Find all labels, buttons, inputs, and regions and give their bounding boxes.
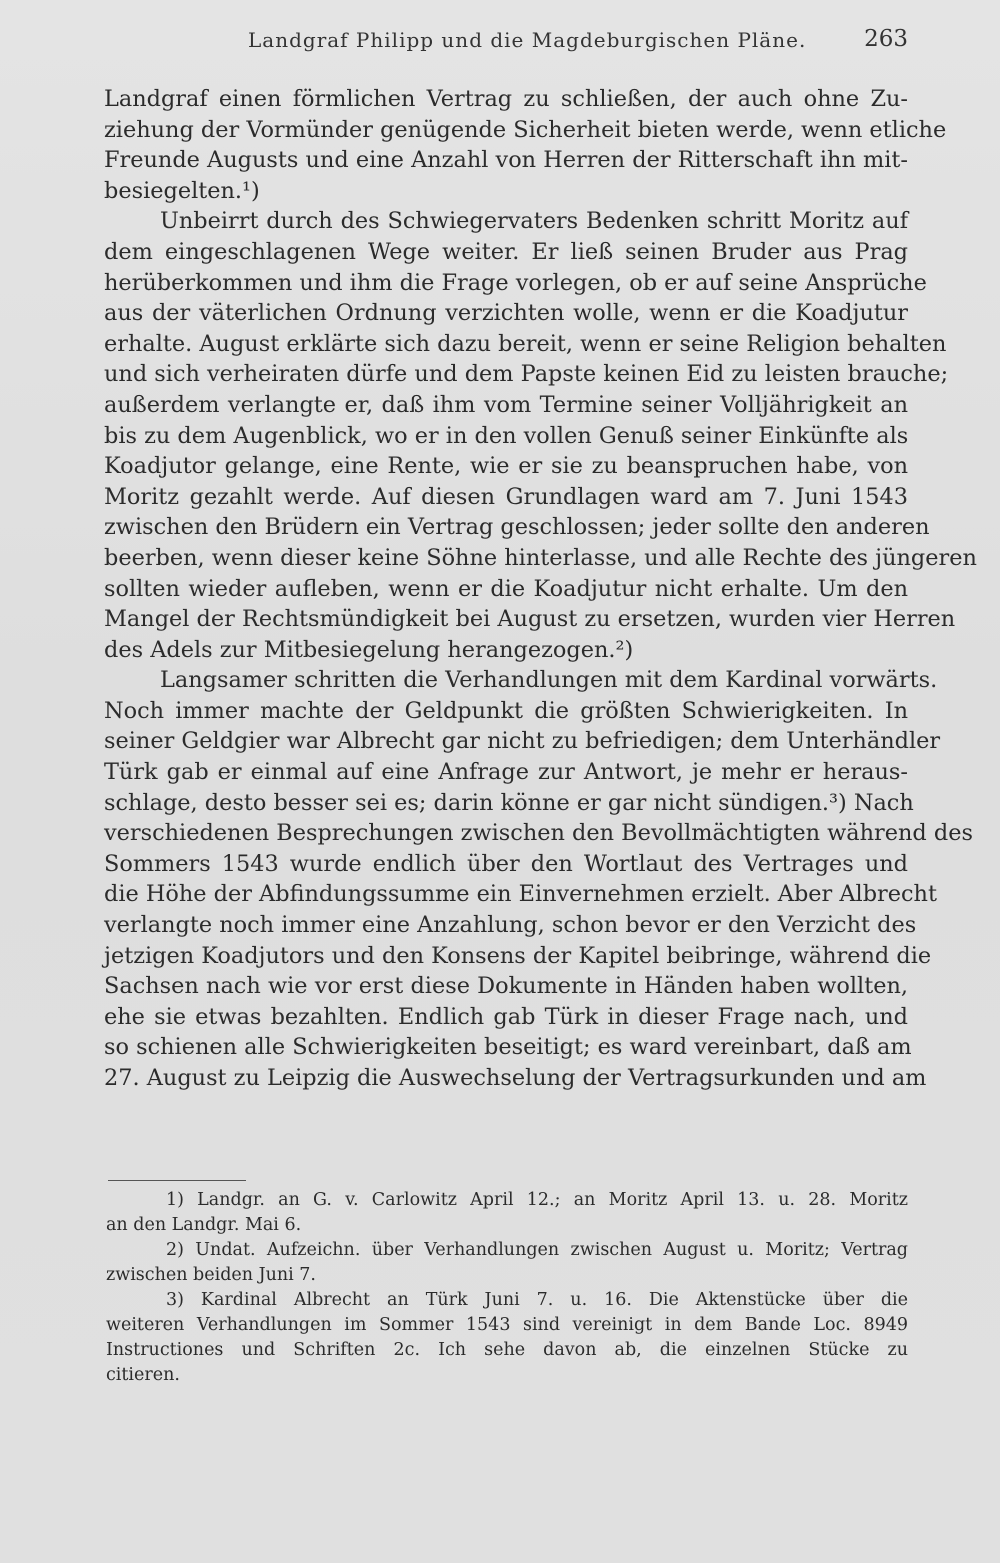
text-line: jetzigen Koadjutors und den Konsens der Kapitel beibringe, während die	[104, 942, 932, 969]
text-line: 27. August zu Leipzig die Auswechselung der Vertragsurkunden und am	[104, 1065, 927, 1091]
text-line: aus der väterlichen Ordnung verzichten wolle, wenn er die Koadjutur	[104, 300, 908, 327]
page-number: 263	[864, 26, 908, 52]
text-line: Landgraf einen förmlichen Vertrag zu schließen, der auch ohne Zu-	[104, 86, 908, 112]
text-line: besiegelten.¹)	[104, 177, 260, 204]
text-line: seiner Geldgier war Albrecht gar nicht zu befriedigen; dem Unterhändler	[104, 728, 941, 755]
footnote-line: an den Landgr. Mai 6.	[106, 1215, 302, 1235]
text-line: ziehung der Vormünder genügende Sicherheit bieten werde, wenn etliche	[104, 116, 947, 143]
text-line: außerdem verlangte er, daß ihm vom Termine seiner Volljährigkeit an	[104, 391, 908, 418]
body-text	[104, 84, 977, 1094]
text-line: Freunde Augusts und eine Anzahl von Herren der Ritterschaft ihn mit-	[104, 147, 908, 174]
running-title: Landgraf Philipp und die Magdeburgischen Pläne.	[248, 28, 807, 52]
text-line: Mangel der Rechtsmündigkeit bei August zu ersetzen, wurden vier Herren	[104, 606, 956, 633]
text-line: bis zu dem Augenblick, wo er in den vollen Genuß seiner Einkünfte als	[104, 422, 909, 449]
text-line: schlage, desto besser sei es; darin könne er gar nicht sündigen.³) Nach	[104, 789, 914, 816]
text-line: Türk gab er einmal auf eine Anfrage zur Antwort, je mehr er heraus-	[104, 759, 908, 786]
footnote-line: zwischen beiden Juni 7.	[106, 1265, 316, 1285]
text-line: Koadjutor gelange, eine Rente, wie er sie zu beanspruchen habe, von	[104, 453, 908, 480]
text-line: so schienen alle Schwierigkeiten beseitigt; es ward vereinbart, daß am	[104, 1034, 912, 1061]
text-line: Unbeirrt durch des Schwiegervaters Bedenken schritt Moritz auf	[160, 208, 908, 235]
footnote-line: 2) Undat. Aufzeichn. über Verhandlungen zwischen August u. Moritz; Vertrag	[166, 1240, 908, 1260]
text-line: verlangte noch immer eine Anzahlung, schon bevor er den Verzicht des	[104, 912, 917, 939]
footnote-line: Instructiones und Schriften 2c. Ich sehe davon ab, die einzelnen Stücke zu	[106, 1340, 908, 1360]
text-line: die Höhe der Abfindungssumme ein Einvernehmen erzielt. Aber Albrecht	[104, 881, 937, 908]
text-line: erhalte. August erklärte sich dazu bereit, wenn er seine Religion behalten	[104, 330, 947, 357]
text-line: herüberkommen und ihm die Frage vorlegen, ob er auf seine Ansprüche	[104, 269, 927, 296]
footnote-line: 1) Landgr. an G. v. Carlowitz April 12.; an Moritz April 13. u. 28. Moritz	[166, 1190, 908, 1210]
text-line: dem eingeschlagenen Wege weiter. Er ließ seinen Bruder aus Prag	[104, 238, 908, 265]
text-line: Noch immer machte der Geldpunkt die größten Schwierigkeiten. In	[104, 697, 908, 724]
text-line: Langsamer schritten die Verhandlungen mit dem Kardinal vorwärts.	[160, 667, 938, 694]
text-line: verschiedenen Besprechungen zwischen den Bevollmächtigten während des	[104, 820, 973, 847]
text-line: Sachsen nach wie vor erst diese Dokumente in Händen haben wollten,	[104, 973, 908, 1000]
text-line: zwischen den Brüdern ein Vertrag geschlossen; jeder sollte den anderen	[104, 514, 930, 541]
text-line: des Adels zur Mitbesiegelung herangezogen.²)	[104, 636, 634, 663]
footnote-divider	[108, 1180, 246, 1181]
footnotes	[106, 1188, 908, 1388]
text-line: Moritz gezahlt werde. Auf diesen Grundlagen ward am 7. Juni 1543	[104, 483, 908, 510]
page-header	[108, 28, 908, 62]
text-line: Sommers 1543 wurde endlich über den Wortlaut des Vertrages und	[104, 850, 908, 877]
text-line: ehe sie etwas bezahlten. Endlich gab Türk in dieser Frage nach, und	[104, 1003, 908, 1030]
text-line: und sich verheiraten dürfe und dem Papste keinen Eid zu leisten brauche;	[104, 361, 949, 388]
footnote-line: 3) Kardinal Albrecht an Türk Juni 7. u. 16. Die Aktenstücke über die	[166, 1290, 908, 1310]
footnote-line: weiteren Verhandlungen im Sommer 1543 sind vereinigt in dem Bande Loc. 8949	[106, 1315, 908, 1335]
text-line: beerben, wenn dieser keine Söhne hinterlasse, und alle Rechte des jüngeren	[104, 544, 977, 571]
footnote-line: citieren.	[106, 1365, 180, 1385]
text-line: sollten wieder aufleben, wenn er die Koadjutur nicht erhalte. Um den	[104, 575, 908, 602]
